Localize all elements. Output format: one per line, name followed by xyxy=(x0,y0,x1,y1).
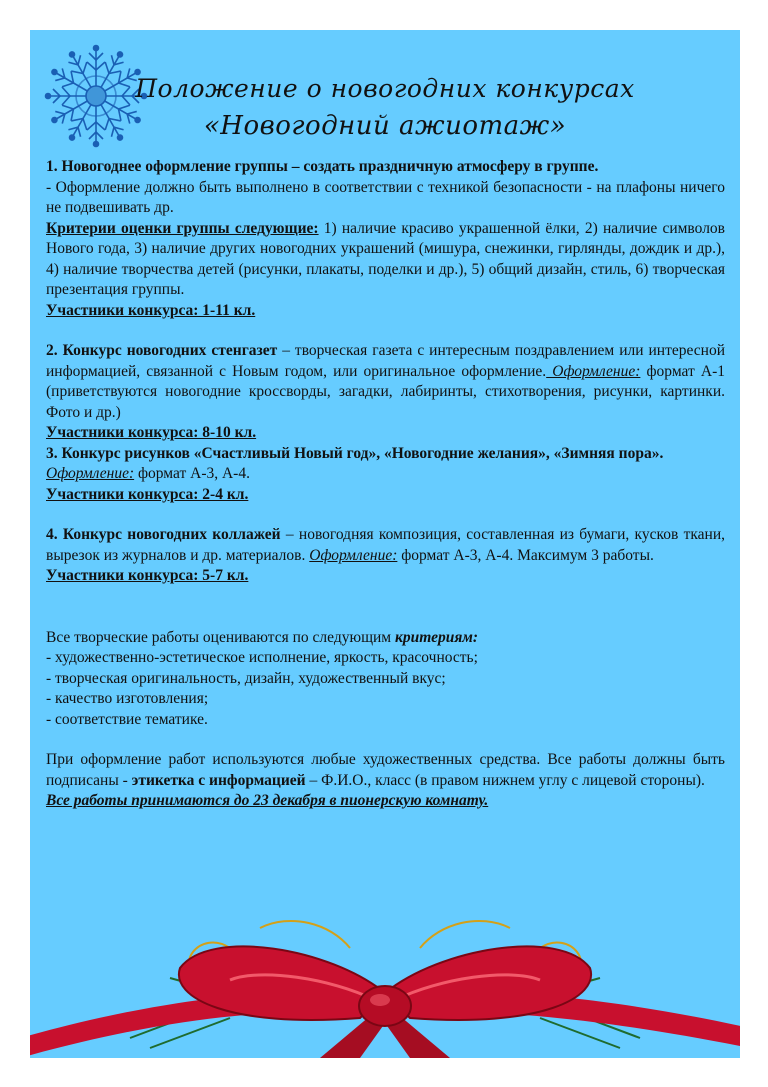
criteria-intro-emphasis: критериям: xyxy=(394,628,479,646)
criteria-text: 1) наличие красиво украшенной ёлки, 2) наличие символов Нового года, 3) наличие других новогодних украшений (мишура, снежинки, гирлянды, дождик и др.), 4) наличие творчества детей (рисунки, плакаты, поделки и др.), 5) общий дизайн, стиль, 6) творческая презентация группы. xyxy=(46,219,725,298)
section-2 xyxy=(46,341,725,444)
criteria-label: Критерии оценки группы следующие: xyxy=(46,219,319,237)
section-4-text: – новогодняя композиция, составленная из бумаги, кусков ткани, вырезок из журналов и др. материалов. xyxy=(46,526,725,564)
criteria-intro: Все творческие работы оцениваются по следующим xyxy=(46,628,395,646)
document-subtitle: «Новогодний ажиотаж» xyxy=(203,111,567,141)
section-1-note: - Оформление должно быть выполнено в соответствии с техникой безопасности - на плафоны ничего не подвешивать др. xyxy=(46,178,725,216)
section-2-design-text: формат А-1 (приветствуются новогодние кроссворды, загадки, лабиринты, стихотворения, рисунки, картинки. Фото и др.) xyxy=(46,362,725,421)
criteria-item: - качество изготовления; xyxy=(46,690,209,707)
final-text: При оформление работ используются любые художественных средства. Все работы должны быть подписаны - xyxy=(46,751,725,789)
section-2-text: – творческая газета с интересным поздравлением или интересной информацией, связанной с Новым годом, или оригинальное оформление. xyxy=(46,342,725,380)
christmas-bow-icon xyxy=(30,908,740,1058)
section-4-design-label: Оформление: xyxy=(309,546,398,564)
final-notes xyxy=(46,750,725,812)
document-page xyxy=(30,30,740,1058)
section-4-participants: Участники конкурса: 5-7 кл. xyxy=(46,567,249,584)
section-3-design-label: Оформление: xyxy=(46,465,135,482)
section-3-heading: 3. Конкурс рисунков «Счастливый Новый год», «Новогодние желания», «Зимняя пора». xyxy=(46,444,664,462)
section-3 xyxy=(46,444,725,506)
document-title: Положение о новогодних конкурсах xyxy=(135,74,635,103)
document-body xyxy=(46,157,725,812)
label-requirement: этикетка с информацией xyxy=(131,771,306,789)
section-1-participants: Участники конкурса: 1-11 кл. xyxy=(46,301,256,319)
section-4-design-text: формат А-3, А-4. Максимум 3 работы. xyxy=(397,546,654,564)
section-4-heading: 4. Конкурс новогодних коллажей xyxy=(46,526,281,543)
section-2-design-label: Оформление: xyxy=(546,362,641,380)
criteria-item: - творческая оригинальность, дизайн, художественный вкус; xyxy=(46,669,446,687)
section-1-heading: 1. Новогоднее оформление группы – создать праздничную атмосферу в группе. xyxy=(46,158,599,175)
section-3-design-text: формат А-3, А-4. xyxy=(134,465,250,482)
section-4 xyxy=(46,525,725,587)
criteria-item: - соответствие тематике. xyxy=(46,710,208,728)
deadline-note: Все работы принимаются до 23 декабря в пионерскую комнату. xyxy=(46,792,489,809)
final-text-2: – Ф.И.О., класс (в правом нижнем углу с лицевой стороны). xyxy=(305,771,705,789)
section-2-participants: Участники конкурса: 8-10 кл. xyxy=(46,424,257,441)
section-3-participants: Участники конкурса: 2-4 кл. xyxy=(46,485,249,503)
section-1 xyxy=(46,157,725,321)
criteria-item: - художественно-эстетическое исполнение, яркость, красочность; xyxy=(46,649,478,666)
criteria-list xyxy=(46,628,725,731)
section-2-heading: 2. Конкурс новогодних стенгазет xyxy=(46,342,278,359)
